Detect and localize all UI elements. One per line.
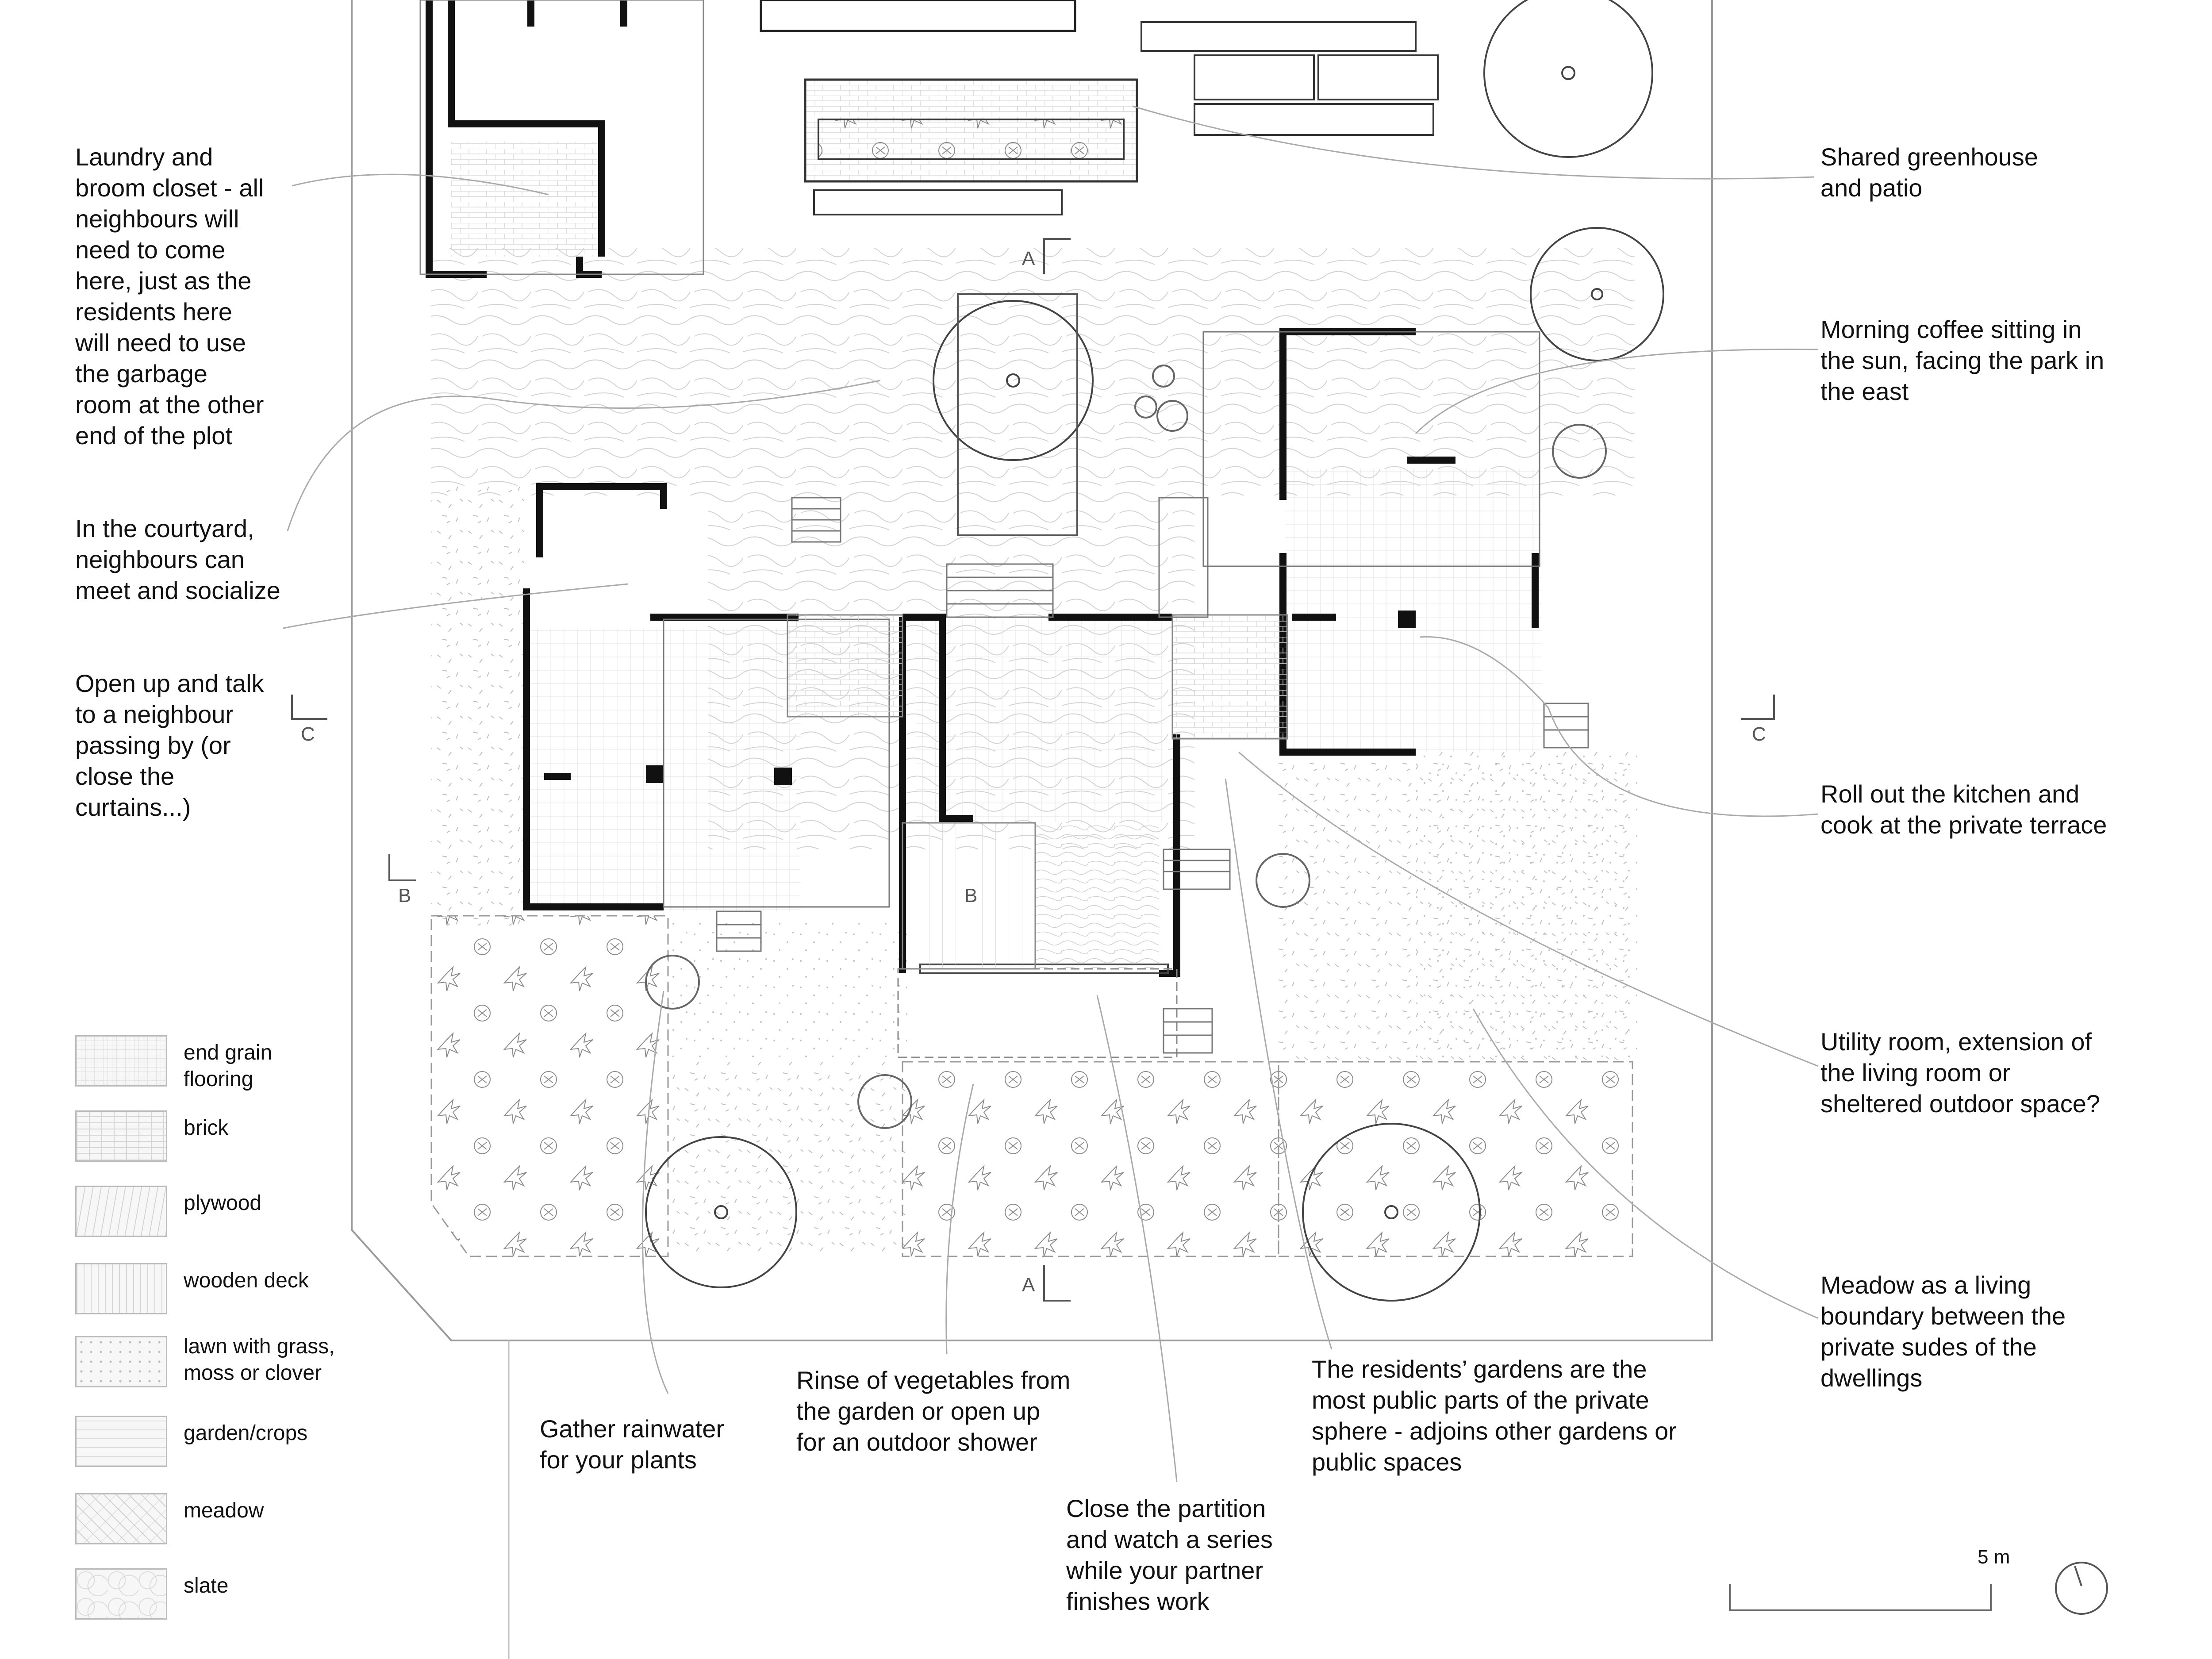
section-label-b-left: B — [398, 885, 411, 906]
legend-item-end-grain — [75, 1035, 385, 1091]
garden-right — [1279, 1062, 1632, 1256]
legend-swatch-meadow — [75, 1493, 167, 1544]
note-utility-room: Utility room, extension of the living room or sheltered outdoor space? — [1820, 1028, 2100, 1118]
legend-swatch-end-grain — [75, 1035, 167, 1087]
legend-swatch-brick — [75, 1110, 167, 1162]
laundry-floor — [451, 142, 597, 257]
scale-bar — [1730, 1584, 1991, 1610]
legend-swatch-lawn — [75, 1336, 167, 1387]
section-label-a-top: A — [1022, 248, 1035, 269]
lawn-south — [668, 1062, 907, 1256]
legend-item-brick — [75, 1110, 385, 1164]
lawn-center — [668, 920, 907, 1062]
section-label-a-bottom: A — [1022, 1274, 1035, 1296]
legend-swatch-plywood — [75, 1186, 167, 1237]
legend-label-slate: slate — [184, 1574, 229, 1598]
legend-item-lawn — [75, 1336, 385, 1389]
legend-label-end-grain: end grain flooring — [184, 1041, 273, 1091]
note-open-up: Open up and talk to a neighbour passing by (or close the curtains...) — [75, 669, 264, 821]
legend-swatch-wooden-deck — [75, 1263, 167, 1314]
note-greenhouse: Shared greenhouse and patio — [1820, 143, 2038, 202]
legend-label-garden-crops: garden/crops — [184, 1421, 308, 1445]
legend-item-slate — [75, 1568, 385, 1621]
section-label-b-mid: B — [964, 885, 978, 906]
legend-label-plywood: plywood — [184, 1191, 262, 1215]
note-rinse: Rinse of vegetables from the garden or open up for an outdoor shower — [796, 1366, 1071, 1456]
note-gardens: The residents’ gardens are the most public parts of the private sphere - adjoins other gardens or public spaces — [1312, 1355, 1677, 1476]
greenhouse — [761, 0, 1137, 215]
scale-bar-label: 5 m — [1978, 1546, 2010, 1568]
garden-left — [431, 916, 668, 1256]
legend-label-wooden-deck: wooden deck — [184, 1269, 309, 1292]
note-meadow: Meadow as a living boundary between the private sudes of the dwellings — [1820, 1271, 2066, 1392]
note-courtyard: In the courtyard, neighbours can meet and socialize — [75, 515, 280, 604]
note-morning-coffee: Morning coffee sitting in the sun, facing the park in the east — [1820, 315, 2104, 405]
legend-label-meadow: meadow — [184, 1499, 264, 1522]
legend-item-wooden-deck — [75, 1263, 385, 1316]
note-laundry: Laundry and broom closet - all neighbours will need to come here, just as the residents here will need to use the garbage room at the other end of the plot — [75, 143, 264, 449]
legend-label-lawn: lawn with grass, moss or clover — [184, 1335, 335, 1385]
note-kitchen: Roll out the kitchen and cook at the private terrace — [1820, 780, 2107, 839]
patio-benches — [1141, 22, 1438, 135]
legend-item-meadow — [75, 1493, 385, 1546]
legend-label-brick: brick — [184, 1116, 229, 1140]
legend-item-plywood — [75, 1186, 385, 1239]
lawn-east — [1416, 752, 1637, 1062]
section-label-c-left: C — [301, 723, 315, 745]
walkway-east — [1172, 615, 1287, 739]
section-label-c-right: C — [1752, 723, 1766, 745]
north-arrow-icon — [2056, 1563, 2107, 1614]
legend-swatch-garden-crops — [75, 1416, 167, 1467]
meadow-left — [431, 487, 524, 929]
walkway-west — [787, 615, 902, 717]
legend-item-garden-crops — [75, 1416, 385, 1469]
note-partition: Close the partition and watch a series while your partner finishes work — [1066, 1494, 1273, 1615]
legend-swatch-slate — [75, 1568, 167, 1620]
note-rainwater: Gather rainwater for your plants — [540, 1415, 725, 1474]
